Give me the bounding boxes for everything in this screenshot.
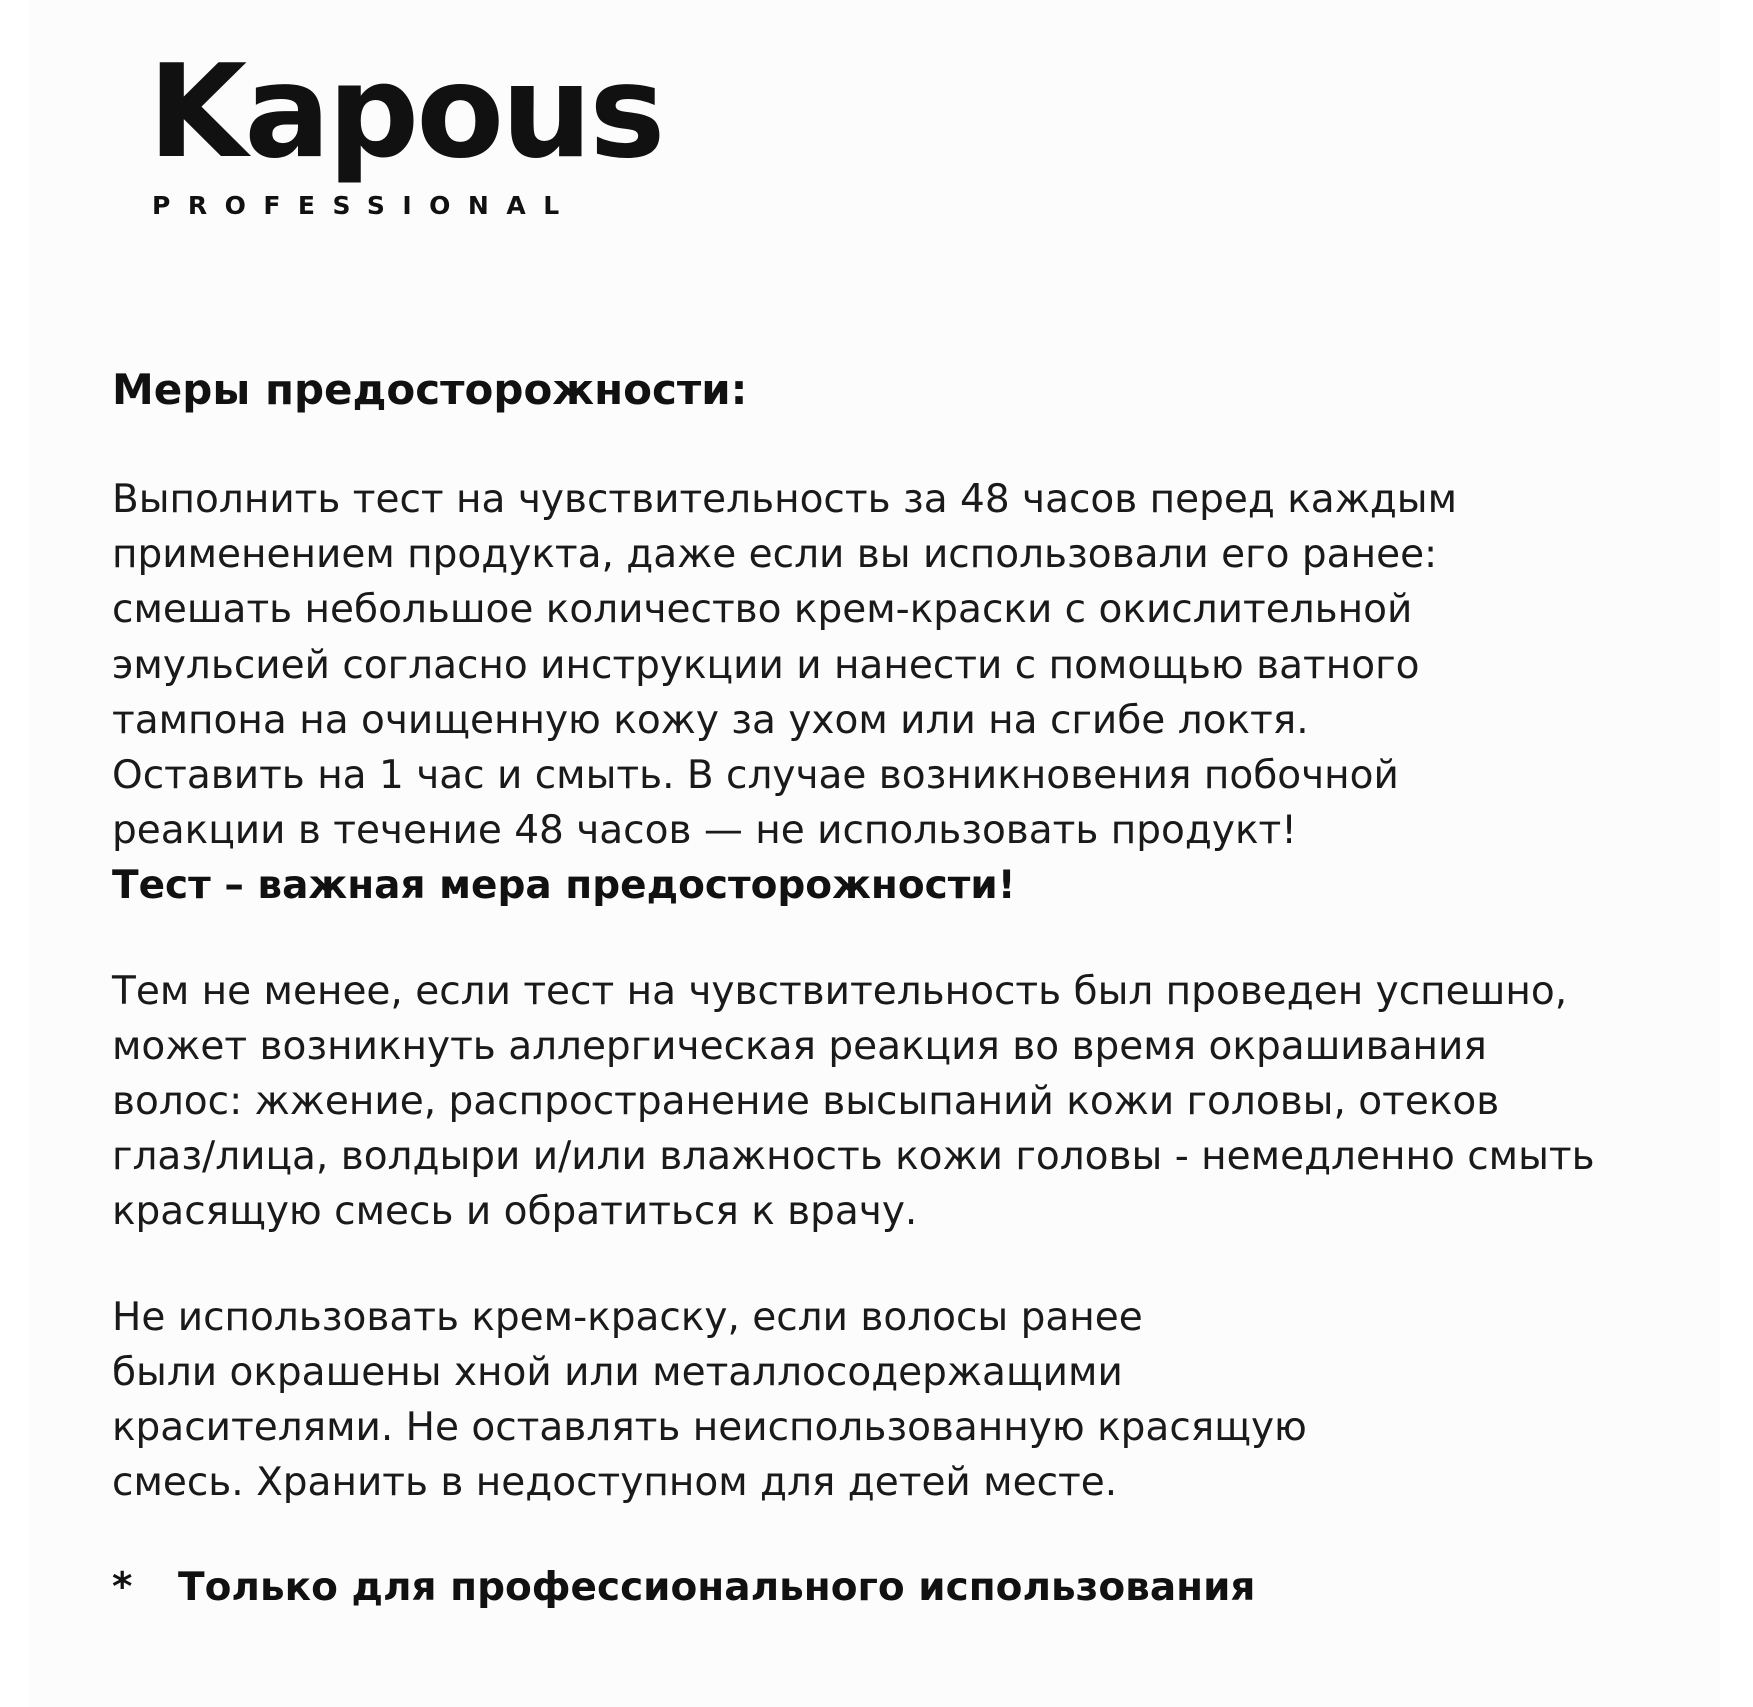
paragraph-line: волос: жжение, распространение высыпаний кожи головы, отеков: [112, 1079, 1500, 1125]
sensitivity-test-paragraph: [112, 472, 1692, 914]
paragraph-line: красителями. Не оставлять неиспользованную красящую: [112, 1405, 1307, 1451]
brand-logo-wordmark: Kapous: [148, 38, 663, 187]
paragraph-line: смесь. Хранить в недоступном для детей месте.: [112, 1460, 1118, 1506]
usage-restrictions-paragraph: [112, 1290, 1692, 1511]
paragraph-line: глаз/лица, волдыри и/или влажность кожи головы - немедленно смыть: [112, 1134, 1595, 1180]
brand-logo: [148, 38, 663, 228]
paragraph-line: Оставить на 1 час и смыть. В случае возникновения побочной: [112, 753, 1399, 799]
paragraph-line: красящую смесь и обратиться к врачу.: [112, 1189, 918, 1235]
paragraph-line: реакции в течение 48 часов — не использовать продукт!: [112, 808, 1297, 854]
brand-logo-subtitle: PROFESSIONAL: [152, 191, 577, 220]
document-content: [112, 358, 1692, 1616]
paragraph-line: может возникнуть аллергическая реакция во время окрашивания: [112, 1023, 1487, 1069]
test-emphasis-line: Тест – важная мера предосторожности!: [112, 863, 1016, 909]
paragraph-line: были окрашены хной или металлосодержащими: [112, 1349, 1123, 1395]
paragraph-line: применением продукта, даже если вы использовали его ранее:: [112, 532, 1438, 578]
footnote-text: Только для профессионального использования: [178, 1565, 1256, 1611]
paragraph-line: смешать небольшое количество крем-краски с окислительной: [112, 587, 1413, 633]
allergic-reaction-paragraph: [112, 964, 1692, 1240]
paragraph-line: Не использовать крем-краску, если волосы ранее: [112, 1294, 1143, 1340]
footnote-asterisk: *: [112, 1565, 133, 1611]
precautions-heading: Меры предосторожности:: [112, 365, 748, 414]
paragraph-line: Выполнить тест на чувствительность за 48 часов перед каждым: [112, 477, 1458, 522]
paragraph-line: Тем не менее, если тест на чувствительность был проведен успешно,: [112, 968, 1568, 1014]
professional-use-footnote: [112, 1560, 1692, 1616]
paragraph-line: эмульсией согласно инструкции и нанести с помощью ватного: [112, 642, 1420, 688]
paragraph-line: тампона на очищенную кожу за ухом или на сгибе локтя.: [112, 697, 1309, 743]
